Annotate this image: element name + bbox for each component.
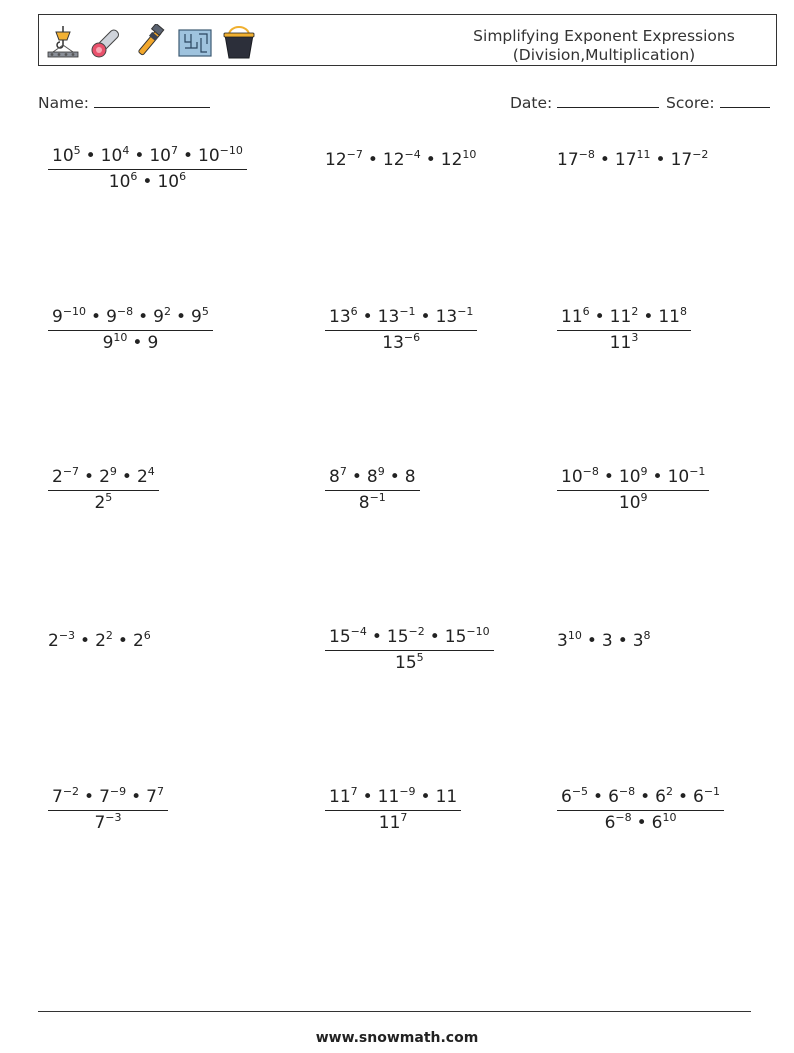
problem-11 xyxy=(325,627,494,673)
power-term xyxy=(605,813,632,833)
multiply-dot: • xyxy=(142,172,153,192)
power-term xyxy=(668,467,706,487)
exponent: 10 xyxy=(462,148,477,161)
base: 10 xyxy=(667,467,690,487)
name-label: Name: xyxy=(38,94,89,112)
power-term xyxy=(109,172,138,192)
problem-10 xyxy=(48,631,151,651)
numerator xyxy=(557,467,709,491)
exponent: 3 xyxy=(631,331,639,344)
score-blank[interactable] xyxy=(720,93,770,108)
fraction xyxy=(325,627,494,673)
power-term xyxy=(99,787,126,807)
exponent: −10 xyxy=(219,144,243,157)
power-term xyxy=(329,627,367,647)
multiply-dot: • xyxy=(367,150,378,170)
exponent: −10 xyxy=(62,305,87,318)
exponent: 11 xyxy=(636,148,651,161)
fraction xyxy=(557,307,691,353)
power-term xyxy=(329,787,358,807)
base: 10 xyxy=(157,172,180,192)
base: 6 xyxy=(561,787,572,807)
exponent: 9 xyxy=(377,465,385,478)
exponent: 9 xyxy=(109,465,117,478)
base: 3 xyxy=(557,631,568,651)
exponent: 4 xyxy=(122,144,130,157)
power-term xyxy=(693,787,720,807)
multiply-dot: • xyxy=(617,631,628,651)
fraction xyxy=(48,307,213,353)
exponent: −7 xyxy=(346,148,363,161)
power-term xyxy=(146,787,164,807)
problem-15 xyxy=(557,787,724,833)
product-expression xyxy=(325,150,476,170)
base: 2 xyxy=(48,631,59,651)
base: 13 xyxy=(377,307,400,327)
base: 15 xyxy=(386,627,409,647)
exponent: 10 xyxy=(662,811,677,824)
denominator xyxy=(48,811,168,833)
power-term xyxy=(359,493,386,513)
exponent: 9 xyxy=(640,465,648,478)
base: 9 xyxy=(147,333,159,353)
power-term xyxy=(198,146,243,166)
exponent: −1 xyxy=(399,305,416,318)
power-term xyxy=(95,631,113,651)
base: 12 xyxy=(382,150,405,170)
problem-5 xyxy=(325,307,477,353)
power-term xyxy=(382,333,420,353)
base: 10 xyxy=(52,146,74,166)
power-term xyxy=(106,307,133,327)
exponent: −2 xyxy=(408,625,425,638)
exponent: −1 xyxy=(457,305,474,318)
base: 11 xyxy=(435,787,458,807)
power-term xyxy=(436,307,474,327)
bucket-icon xyxy=(221,24,257,60)
power-term xyxy=(405,467,416,487)
power-term xyxy=(610,307,639,327)
fraction xyxy=(325,307,477,353)
base: 2 xyxy=(99,467,110,487)
name-field xyxy=(38,93,210,112)
numerator xyxy=(48,467,159,491)
base: 9 xyxy=(153,307,164,327)
base: 10 xyxy=(100,146,123,166)
multiply-dot: • xyxy=(643,307,654,327)
date-field xyxy=(510,93,659,112)
power-term xyxy=(103,333,128,353)
multiply-dot: • xyxy=(362,787,373,807)
footer-divider xyxy=(38,1011,751,1012)
multiply-dot: • xyxy=(425,150,436,170)
exponent: 6 xyxy=(350,305,358,318)
base: 12 xyxy=(325,150,347,170)
exponent: 2 xyxy=(105,629,113,642)
base: 10 xyxy=(108,172,131,192)
base: 11 xyxy=(609,333,632,353)
base: 2 xyxy=(52,467,63,487)
multiply-dot: • xyxy=(362,307,373,327)
problem-3 xyxy=(557,150,708,170)
multiply-dot: • xyxy=(132,333,143,353)
power-term xyxy=(610,333,639,353)
chainsaw-icon xyxy=(89,24,125,60)
exponent: −9 xyxy=(109,785,127,798)
power-term xyxy=(133,631,151,651)
exponent: 5 xyxy=(105,491,113,504)
multiply-dot: • xyxy=(599,150,610,170)
exponent: −6 xyxy=(403,331,421,344)
score-field xyxy=(666,93,770,112)
exponent: 7 xyxy=(170,144,178,157)
exponent: 8 xyxy=(679,305,687,318)
base: 3 xyxy=(632,631,644,651)
exponent: −8 xyxy=(615,811,632,824)
numerator xyxy=(557,787,724,811)
exponent: 7 xyxy=(339,465,347,478)
power-term xyxy=(99,467,117,487)
power-term xyxy=(329,307,358,327)
exponent: −10 xyxy=(466,625,490,638)
power-term xyxy=(619,467,648,487)
power-term xyxy=(325,150,363,170)
fraction xyxy=(48,787,168,833)
multiply-dot: • xyxy=(80,631,91,651)
power-term xyxy=(367,467,385,487)
power-term xyxy=(52,787,79,807)
numerator xyxy=(48,146,247,170)
multiply-dot: • xyxy=(636,813,647,833)
problem-6 xyxy=(557,307,691,353)
multiply-dot: • xyxy=(594,307,605,327)
base: 8 xyxy=(404,467,416,487)
power-term xyxy=(52,146,81,166)
multiply-dot: • xyxy=(175,307,187,327)
power-term xyxy=(329,467,347,487)
base: 10 xyxy=(561,467,583,487)
power-term xyxy=(561,787,588,807)
denominator xyxy=(557,491,709,513)
exponent: 10 xyxy=(567,629,582,642)
multiply-dot: • xyxy=(134,146,145,166)
base: 11 xyxy=(609,307,632,327)
base: 11 xyxy=(658,307,680,327)
denominator xyxy=(325,491,420,513)
base: 10 xyxy=(618,467,641,487)
power-term xyxy=(441,150,477,170)
fraction xyxy=(48,467,159,513)
base: 6 xyxy=(608,787,619,807)
power-term xyxy=(48,631,75,651)
problem-4 xyxy=(48,307,213,353)
base: 17 xyxy=(614,150,637,170)
fraction xyxy=(557,787,724,833)
problem-14 xyxy=(325,787,461,833)
date-blank[interactable] xyxy=(557,93,659,108)
exponent: 2 xyxy=(665,785,673,798)
problem-12 xyxy=(557,631,651,651)
power-term xyxy=(101,146,130,166)
multiply-dot: • xyxy=(420,787,431,807)
base: 9 xyxy=(106,307,117,327)
base: 7 xyxy=(52,787,63,807)
base: 11 xyxy=(561,307,583,327)
numerator xyxy=(557,307,691,331)
power-term xyxy=(387,627,425,647)
power-term xyxy=(379,813,408,833)
base: 6 xyxy=(651,813,663,833)
crane-hook-icon xyxy=(45,24,81,60)
problem-2 xyxy=(325,150,476,170)
product-expression xyxy=(557,150,708,170)
multiply-dot: • xyxy=(593,787,604,807)
base: 10 xyxy=(198,146,220,166)
exponent: −2 xyxy=(692,148,709,161)
numerator xyxy=(48,787,168,811)
base: 2 xyxy=(95,631,106,651)
base: 6 xyxy=(604,813,616,833)
multiply-dot: • xyxy=(586,631,597,651)
multiply-dot: • xyxy=(652,467,663,487)
multiply-dot: • xyxy=(429,627,440,647)
numerator xyxy=(325,627,494,651)
date-label: Date: xyxy=(510,94,553,112)
exponent: 6 xyxy=(582,305,590,318)
worksheet-title xyxy=(419,27,789,65)
power-term xyxy=(191,307,209,327)
power-term xyxy=(395,653,424,673)
product-expression xyxy=(557,631,651,651)
header-icons xyxy=(45,22,257,62)
multiply-dot: • xyxy=(121,467,132,487)
exponent: 4 xyxy=(147,465,155,478)
name-blank[interactable] xyxy=(94,93,210,108)
multiply-dot: • xyxy=(371,627,382,647)
base: 15 xyxy=(329,627,351,647)
power-term xyxy=(94,493,112,513)
base: 7 xyxy=(146,787,157,807)
exponent: 6 xyxy=(143,629,151,642)
numerator xyxy=(48,307,213,331)
base: 7 xyxy=(99,787,110,807)
denominator xyxy=(557,811,724,833)
exponent: −1 xyxy=(703,785,721,798)
power-term xyxy=(445,627,490,647)
exponent: −7 xyxy=(62,465,80,478)
exponent: 5 xyxy=(201,305,209,318)
exponent: −9 xyxy=(399,785,416,798)
power-term xyxy=(633,631,651,651)
power-term xyxy=(602,631,613,651)
problem-8 xyxy=(325,467,420,513)
denominator xyxy=(325,331,477,353)
base: 2 xyxy=(132,631,144,651)
base: 17 xyxy=(670,150,693,170)
exponent: −8 xyxy=(116,305,134,318)
multiply-dot: • xyxy=(84,787,95,807)
fraction xyxy=(325,787,461,833)
multiply-dot: • xyxy=(420,307,431,327)
pipe-wrench-icon xyxy=(133,24,169,60)
base: 6 xyxy=(655,787,666,807)
denominator xyxy=(325,651,494,673)
base: 6 xyxy=(693,787,704,807)
footer-url: www.snowmath.com xyxy=(315,1030,479,1046)
base: 15 xyxy=(395,653,417,673)
multiply-dot: • xyxy=(182,146,194,166)
multiply-dot: • xyxy=(655,150,666,170)
numerator xyxy=(325,307,477,331)
exponent: 6 xyxy=(130,170,138,183)
blueprint-icon xyxy=(177,24,213,60)
exponent: 7 xyxy=(400,811,408,824)
base: 8 xyxy=(329,467,340,487)
exponent: 8 xyxy=(643,629,651,642)
exponent: 6 xyxy=(179,170,187,183)
base: 8 xyxy=(358,493,370,513)
fraction xyxy=(557,467,709,513)
power-term xyxy=(153,307,171,327)
base: 10 xyxy=(149,146,171,166)
exponent: −1 xyxy=(689,465,706,478)
power-term xyxy=(147,333,158,353)
base: 3 xyxy=(601,631,613,651)
power-term xyxy=(557,150,595,170)
exponent: 5 xyxy=(416,651,424,664)
fraction xyxy=(48,146,247,192)
worksheet-header xyxy=(38,14,777,66)
exponent: 5 xyxy=(73,144,81,157)
power-term xyxy=(655,787,673,807)
base: 9 xyxy=(102,333,114,353)
product-expression xyxy=(48,631,151,651)
exponent: −4 xyxy=(350,625,367,638)
power-term xyxy=(608,787,635,807)
exponent: 9 xyxy=(640,491,648,504)
base: 8 xyxy=(366,467,378,487)
exponent: −8 xyxy=(578,148,595,161)
power-term xyxy=(378,307,416,327)
base: 10 xyxy=(618,493,641,513)
fraction xyxy=(325,467,420,513)
power-term xyxy=(557,631,582,651)
multiply-dot: • xyxy=(131,787,142,807)
base: 17 xyxy=(557,150,579,170)
numerator xyxy=(325,787,461,811)
multiply-dot: • xyxy=(117,631,128,651)
base: 11 xyxy=(329,787,351,807)
power-term xyxy=(52,467,79,487)
multiply-dot: • xyxy=(640,787,651,807)
denominator xyxy=(325,811,461,833)
power-term xyxy=(378,787,416,807)
exponent: 10 xyxy=(113,331,128,344)
base: 9 xyxy=(52,307,63,327)
numerator xyxy=(325,467,420,491)
power-term xyxy=(615,150,651,170)
power-term xyxy=(52,307,86,327)
exponent: 7 xyxy=(156,785,164,798)
base: 7 xyxy=(94,813,106,833)
exponent: 2 xyxy=(163,305,171,318)
power-term xyxy=(94,813,121,833)
problem-13 xyxy=(48,787,168,833)
power-term xyxy=(561,307,590,327)
power-term xyxy=(671,150,709,170)
power-term xyxy=(658,307,687,327)
multiply-dot: • xyxy=(91,307,102,327)
exponent: −8 xyxy=(618,785,636,798)
score-label: Score: xyxy=(666,94,715,112)
multiply-dot: • xyxy=(138,307,149,327)
multiply-dot: • xyxy=(603,467,614,487)
problem-1 xyxy=(48,146,247,192)
multiply-dot: • xyxy=(84,467,95,487)
exponent: −5 xyxy=(571,785,589,798)
multiply-dot: • xyxy=(677,787,689,807)
denominator xyxy=(48,491,159,513)
base: 13 xyxy=(435,307,458,327)
base: 9 xyxy=(191,307,202,327)
problem-9 xyxy=(557,467,709,513)
exponent: 7 xyxy=(350,785,358,798)
denominator xyxy=(48,170,247,192)
base: 2 xyxy=(136,467,148,487)
power-term xyxy=(436,787,458,807)
base: 13 xyxy=(382,333,404,353)
power-term xyxy=(149,146,178,166)
problem-7 xyxy=(48,467,159,513)
multiply-dot: • xyxy=(351,467,362,487)
power-term xyxy=(561,467,599,487)
base: 2 xyxy=(94,493,106,513)
exponent: −3 xyxy=(105,811,122,824)
base: 11 xyxy=(378,813,401,833)
base: 11 xyxy=(377,787,400,807)
power-term xyxy=(157,172,186,192)
exponent: −1 xyxy=(369,491,386,504)
exponent: −2 xyxy=(62,785,80,798)
title-line-2: (Division,Multiplication) xyxy=(512,46,696,64)
multiply-dot: • xyxy=(389,467,400,487)
power-term xyxy=(137,467,155,487)
power-term xyxy=(619,493,648,513)
denominator xyxy=(557,331,691,353)
exponent: −8 xyxy=(582,465,599,478)
base: 12 xyxy=(440,150,463,170)
base: 15 xyxy=(444,627,467,647)
exponent: −4 xyxy=(404,148,421,161)
exponent: −3 xyxy=(58,629,76,642)
power-term xyxy=(652,813,677,833)
exponent: 2 xyxy=(631,305,639,318)
power-term xyxy=(383,150,421,170)
title-line-1: Simplifying Exponent Expressions xyxy=(473,27,735,45)
base: 13 xyxy=(329,307,351,327)
denominator xyxy=(48,331,213,353)
multiply-dot: • xyxy=(85,146,96,166)
